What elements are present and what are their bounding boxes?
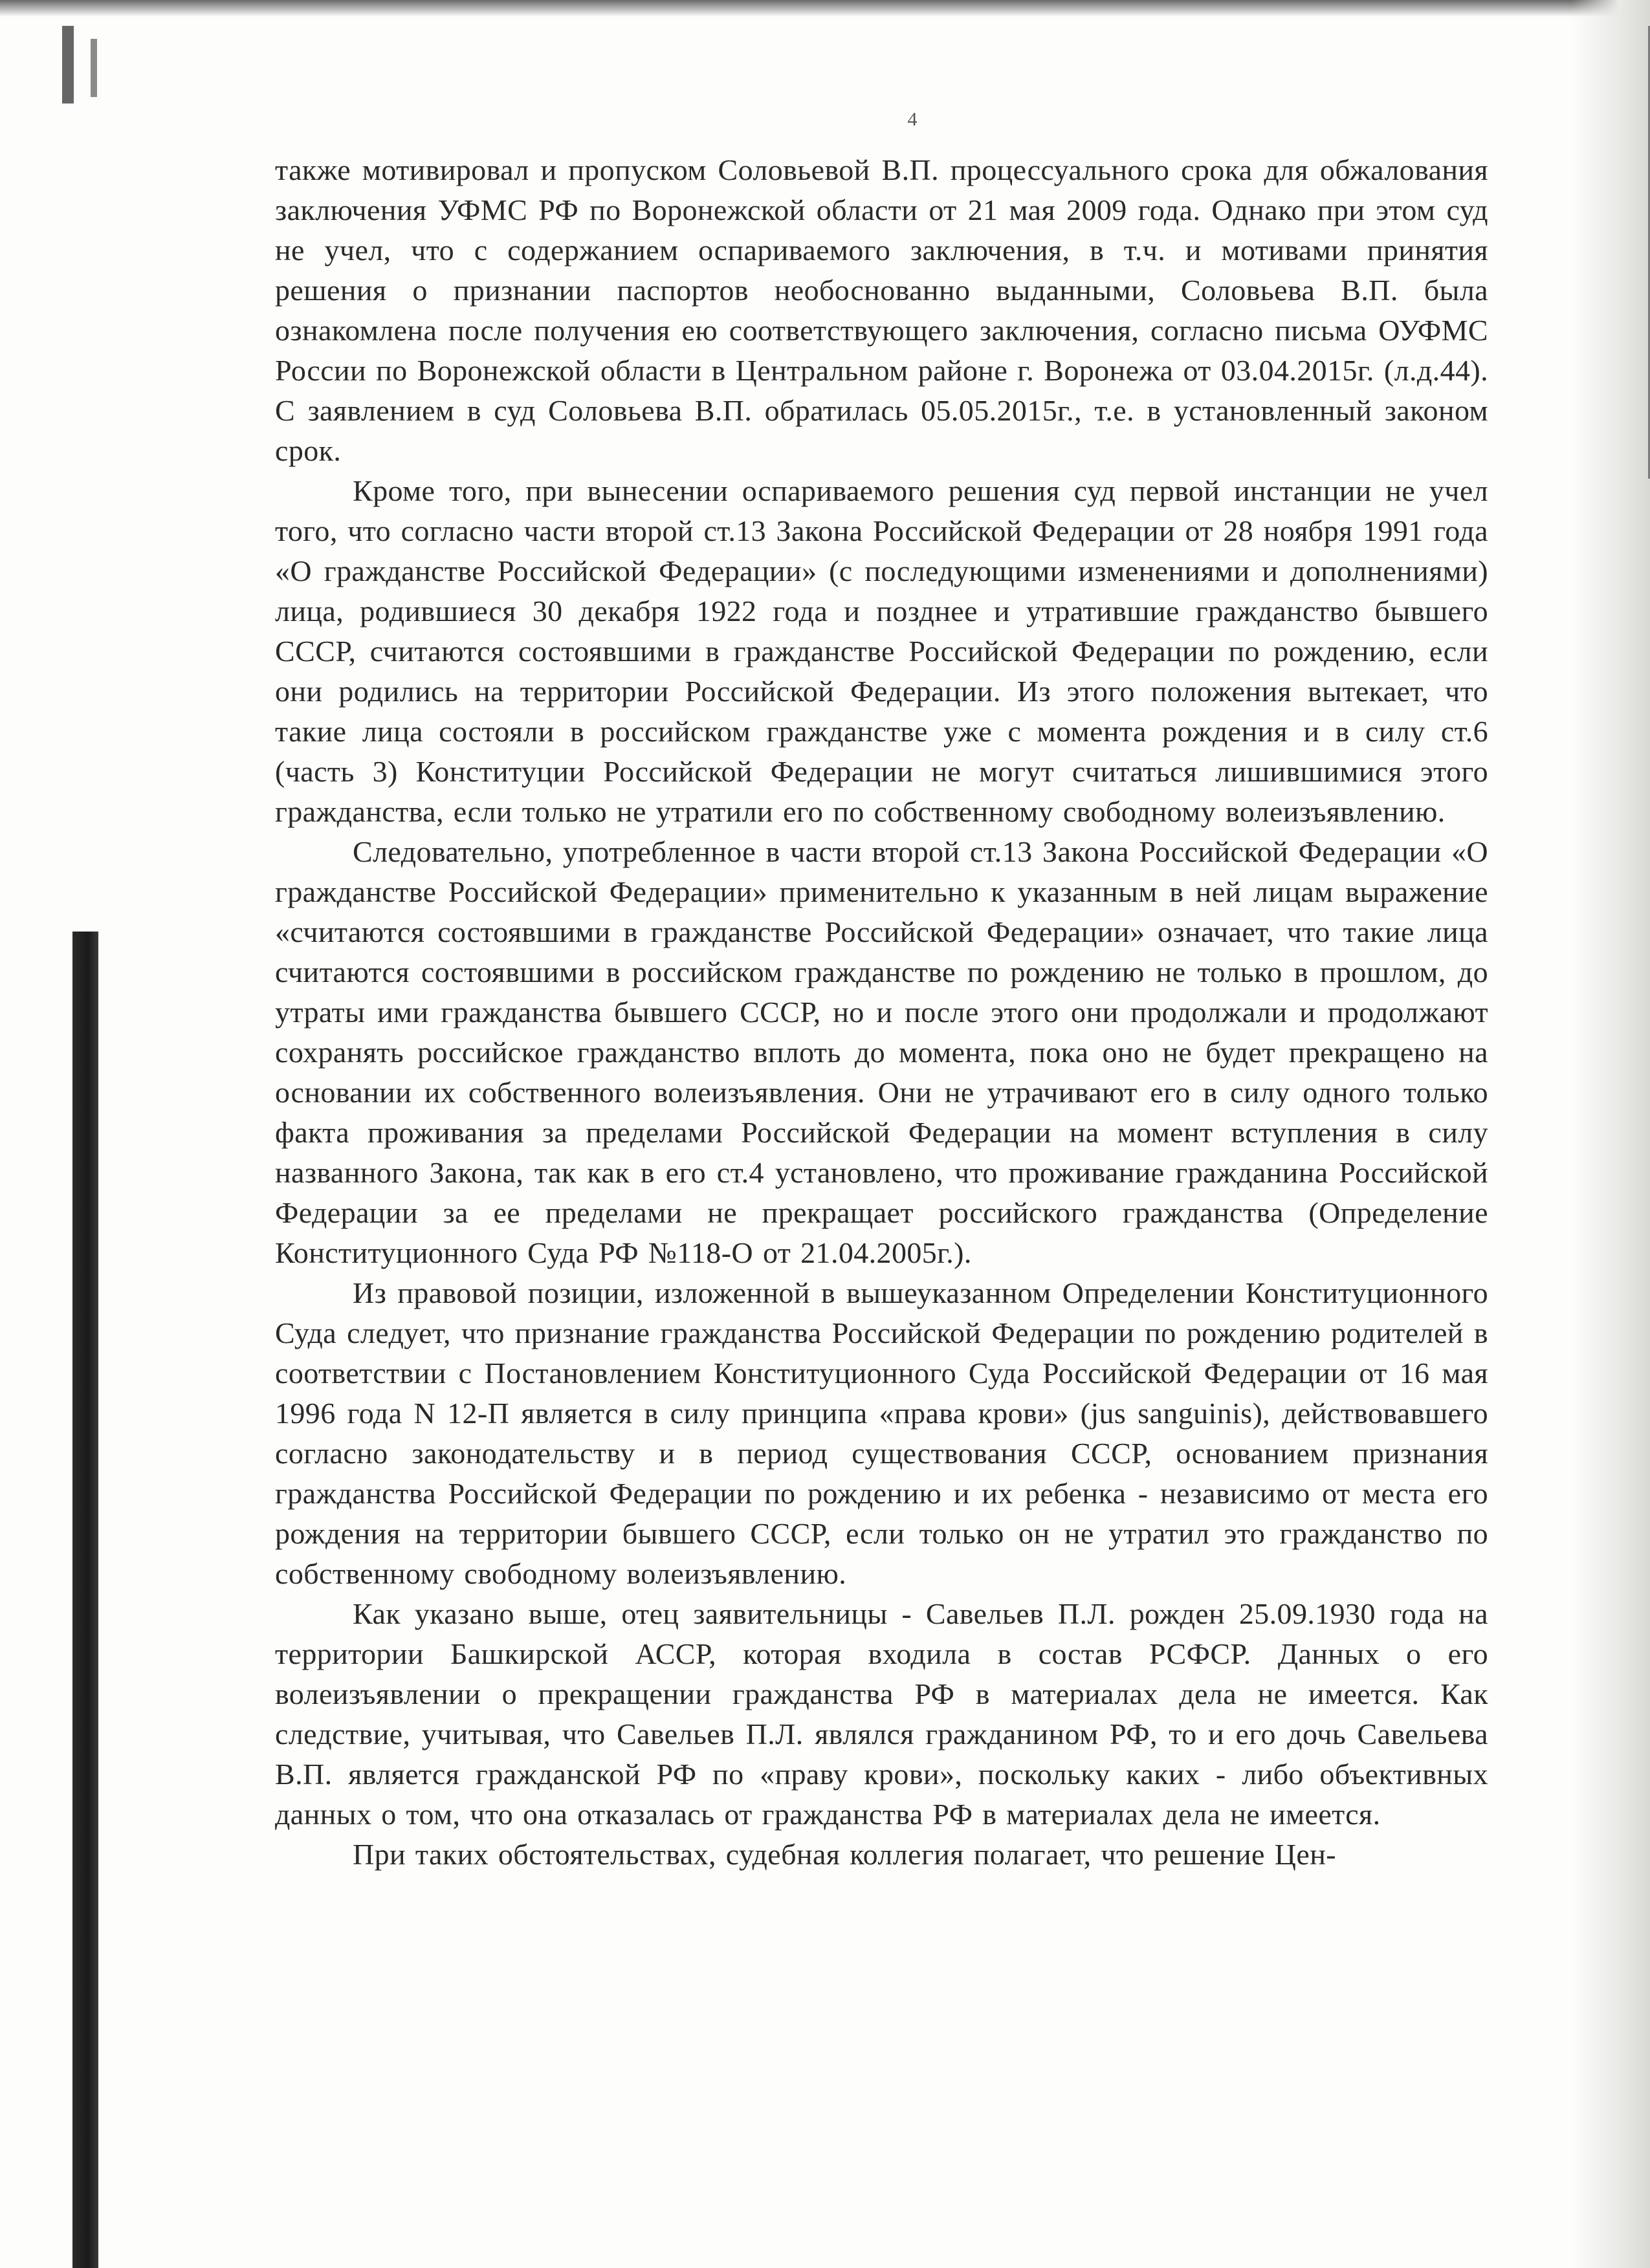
scan-binding-edge (72, 932, 98, 2268)
scan-artifact-mark (91, 39, 97, 97)
scan-page-edge (1572, 0, 1650, 2268)
paragraph-trailing: При таких обстоятельствах, судебная коллегия полагает, что решение Цен- (353, 1838, 1336, 1871)
scan-artifact-mark (62, 26, 74, 104)
document-body (275, 150, 1488, 1875)
paragraph: Кроме того, при вынесении оспариваемого решения суд первой инстанции не учел того, что согласно части второй ст.13 Закона Российской Федерации от 28 ноября 1991 года «О гражданстве Российской Федерации» (с последующими изменениями и дополнениями) лица, родившиеся 30 декабря 1922 года и позднее и утратившие гражданство бывшего СССР, считаются состоявшими в гражданстве Российской Федерации по рождению, если они родились на территории Российской Федерации. Из этого положения вытекает, что такие лица состояли в российском гражданстве уже с момента рождения и в силу ст.6 (часть 3) Конституции Российской Федерации не могут считаться лишившимися этого гражданства, если только не утратили его по собственному свободному волеизъявлению. (275, 474, 1488, 828)
paragraph: Следовательно, употребленное в части второй ст.13 Закона Российской Федерации «О гражданстве Российской Федерации» применительно к указанным в ней лицам выражение «считаются состоявшими в гражданстве Российской Федерации» означает, что такие лица считаются состоявшими в российском гражданстве по рождению не только в прошлом, до утраты ими гражданства бывшего СССР, но и после этого они продолжали и продолжают сохранять российское гражданство вплоть до момента, пока оно не будет прекращено на основании их собственного волеизъявления. Они не утрачивают его в силу одного только факта проживания за пределами Российской Федерации на момент вступления в силу названного Закона, так как в его ст.4 установлено, что проживание гражданина Российской Федерации за ее пределами не прекращает российского гражданства (Определение Конституционного Суда РФ №118-О от 21.04.2005г.). (275, 835, 1488, 1269)
scan-top-shadow (0, 0, 1650, 17)
paragraph-continuation: также мотивировал и пропуском Соловьевой В.П. процессуального срока для обжалования заключения УФМС РФ по Воронежской области от 21 мая 2009 года. Однако при этом суд не учел, что с содержанием оспариваемого заключения, в т.ч. и мотивами принятия решения о признании паспортов необоснованно выданными, Соловьева В.П. была ознакомлена после получения ею соответствующего заключения, согласно письма ОУФМС России по Воронежской области в Центральном районе г. Воронежа от 03.04.2015г. (л.д.44). С заявлением в суд Соловьева В.П. обратилась 05.05.2015г., т.е. в установленный законом срок. (275, 153, 1488, 467)
paragraph: Из правовой позиции, изложенной в вышеуказанном Определении Конституционного Суда следует, что признание гражданства Российской Федерации по рождению родителей в соответствии с Постановлением Конституционного Суда Российской Федерации от 16 мая 1996 года N 12-П является в силу принципа «права крови» (jus sanguinis), действовавшего согласно законодательству и в период существования СССР, основанием признания гражданства Российской Федерации по рождению и их ребенка - независимо от места его рождения на территории бывшего СССР, если только он не утратил это гражданство по собственному свободному волеизъявлению. (275, 1276, 1488, 1590)
page-number: 4 (907, 109, 918, 130)
paragraph: Как указано выше, отец заявительницы - Савельев П.Л. рожден 25.09.1930 года на территории Башкирской АССР, которая входила в состав РСФСР. Данных о его волеизъявлении о прекращении гражданства РФ в материалах дела не имеется. Как следствие, учитывая, что Савельев П.Л. являлся гражданином РФ, то и его дочь Савельева В.П. является гражданской РФ по «праву крови», поскольку каких - либо объективных данных о том, что она отказалась от гражданства РФ в материалах дела не имеется. (275, 1597, 1488, 1831)
